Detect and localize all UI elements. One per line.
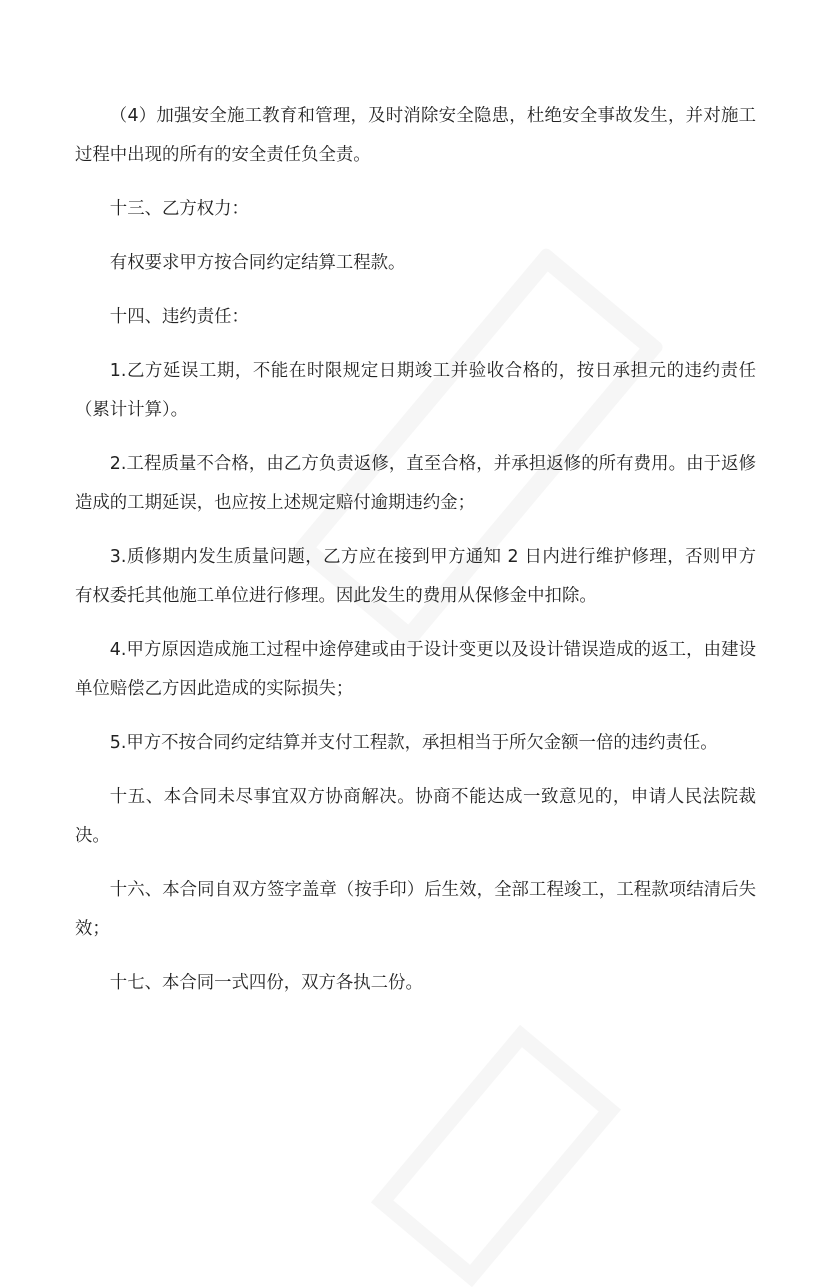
paragraph-breach-4: 4.甲方原因造成施工过程中途停建或由于设计变更以及设计错误造成的返工，由建设单位赔偿乙方因此造成的实际损失； [75,640,756,699]
paragraph-breach-2: 2.工程质量不合格，由乙方负责返修，直至合格，并承担返修的所有费用。由于返修造成的工期延误，也应按上述规定赔付逾期违约金； [75,454,756,513]
paragraph-breach-5: 5.甲方不按合同约定结算并支付工程款，承担相当于所欠金额一倍的违约责任。 [109,733,718,753]
paragraph-party-b-rights: 有权要求甲方按合同约定结算工程款。 [109,253,406,273]
paragraph-safety-management: （4）加强安全施工教育和管理，及时消除安全隐患，杜绝安全事故发生，并对施工过程中出现的所有的安全责任负全责。 [75,106,756,165]
document-page [75,97,756,1018]
paragraph-breach-1: 1.乙方延误工期，不能在时限规定日期竣工并验收合格的，按日承担元的违约责任（累计计算）。 [75,361,756,420]
paragraph-breach-3: 3.质修期内发生质量问题，乙方应在接到甲方通知 2 日内进行维护修理，否则甲方有权委托其他施工单位进行修理。因此发生的费用从保修金中扣除。 [75,547,756,606]
watermark [371,1025,621,1287]
heading-party-b-rights: 十三、乙方权力： [109,199,249,219]
clause-15: 十五、本合同未尽事宜双方协商解决。协商不能达成一致意见的，申请人民法院裁决。 [75,787,756,846]
clause-17: 十七、本合同一式四份，双方各执二份。 [109,973,423,993]
heading-breach-liability: 十四、违约责任： [109,307,249,327]
clause-16: 十六、本合同自双方签字盖章（按手印）后生效，全部工程竣工，工程款项结清后失效； [75,880,756,939]
